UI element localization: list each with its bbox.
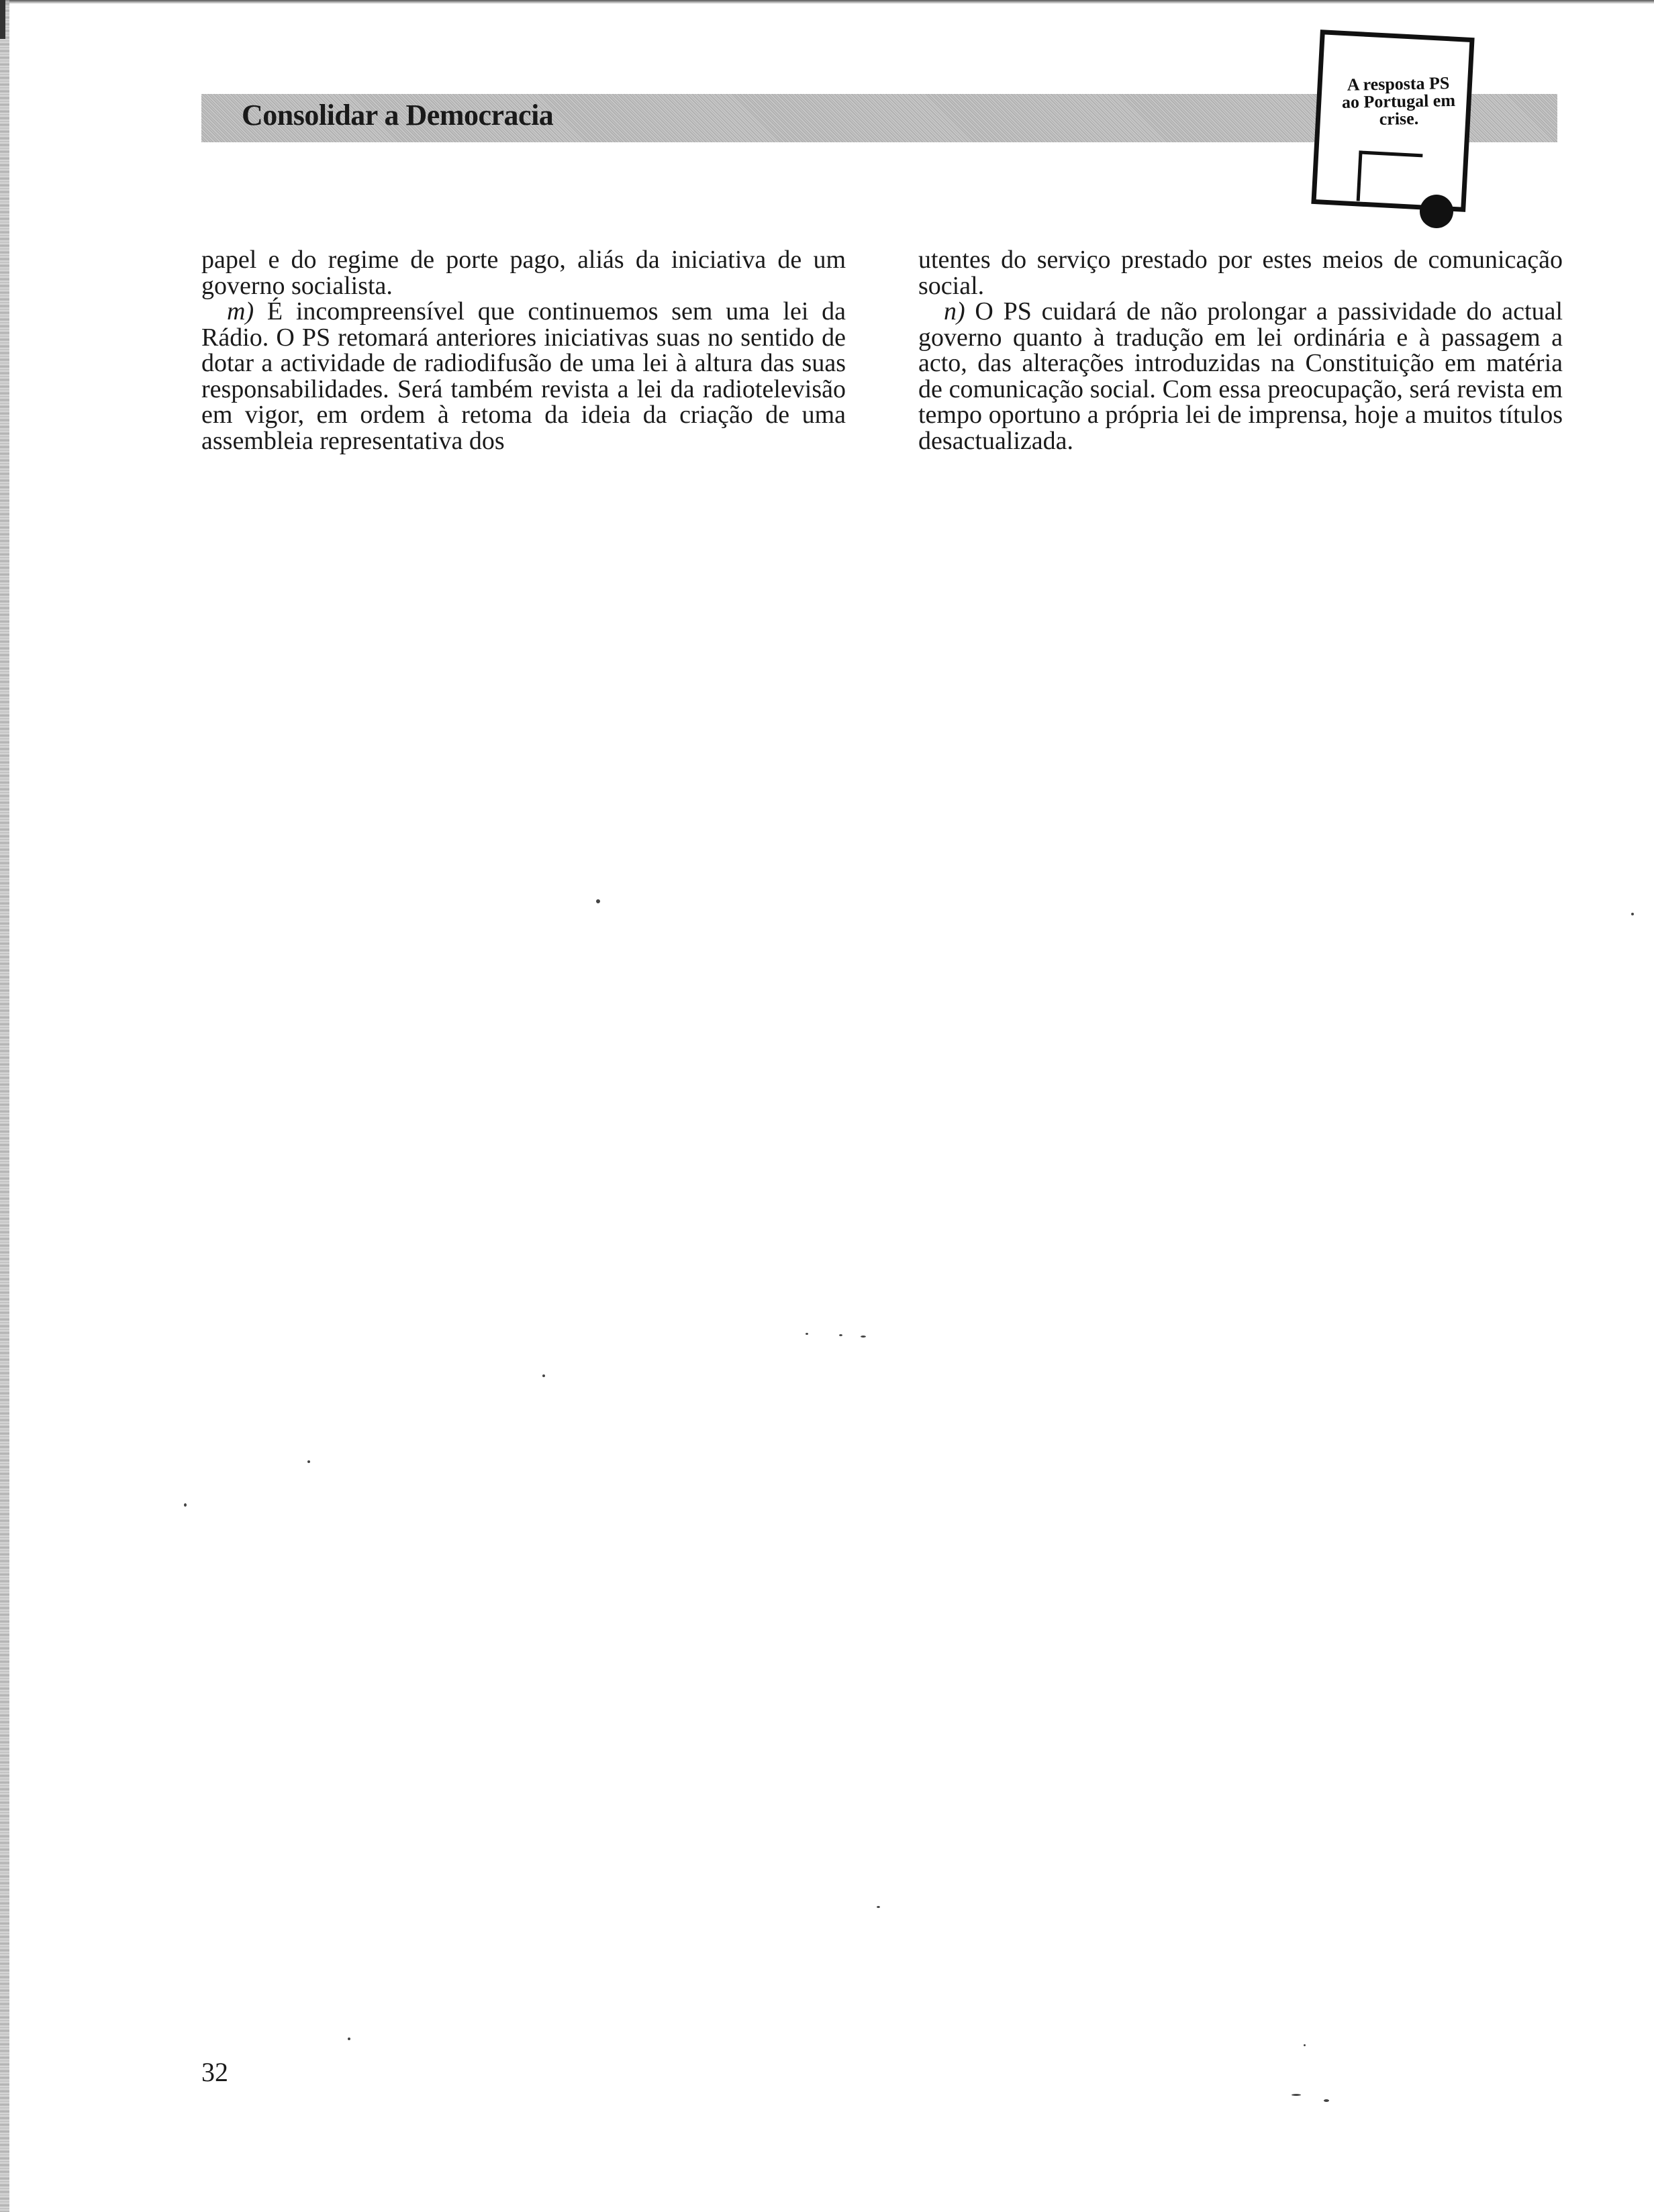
scan-speck — [184, 1503, 187, 1507]
paragraph-m: m) É incompreensível que continuemos sem uma lei da Rádio. O PS retomará anteriores iniciativas suas no sentido de dotar a actividade de radiodifusão de uma lei à altura das suas responsabilidades. Será também revista a lei da radiotelevisão em vigor, em ordem à retoma da ideia da criação de uma assembleia representativa dos — [201, 297, 846, 455]
scan-speck — [1631, 913, 1634, 915]
scan-speck — [542, 1374, 545, 1377]
text-column-right — [918, 247, 1563, 454]
scan-speck — [1304, 2044, 1306, 2046]
enumeration-label: n) — [944, 297, 965, 325]
scan-speck — [839, 1334, 842, 1336]
paragraph: papel e do regime de porte pago, aliás da iniciativa de um governo socialista. — [201, 246, 846, 300]
paragraph: utentes do serviço prestado por estes meios de comunicação social. — [918, 246, 1563, 300]
party-emblem-icon — [1420, 195, 1453, 228]
text-column-left — [201, 247, 846, 454]
booklet-logo-text: A resposta PS ao Portugal em crise. — [1341, 73, 1456, 129]
scan-corner-mark — [0, 0, 5, 39]
scan-speck — [1292, 2094, 1301, 2096]
enumeration-label: m) — [227, 297, 254, 325]
scan-speck — [877, 1906, 880, 1908]
scan-speck — [307, 1460, 310, 1463]
scan-speck — [861, 1336, 866, 1338]
scan-speck — [1324, 2099, 1329, 2102]
paragraph-n: n) O PS cuidará de não prolongar a passividade do actual governo quanto à tradução em lei ordinária e à passagem a acto, das alterações introduzidas na Constituição em matéria de comunicação social. Com essa preocupação, será revista em tempo oportuno a própria lei de imprensa, hoje a muitos títulos desactualizada. — [918, 297, 1563, 455]
scan-speck — [596, 899, 600, 903]
scan-speck — [806, 1333, 808, 1335]
scan-speck — [348, 2038, 350, 2040]
booklet-fold-mark — [1357, 150, 1423, 204]
section-title: Consolidar a Democracia — [242, 99, 554, 132]
manifesto-booklet-logo — [1311, 30, 1474, 212]
page-number: 32 — [201, 2057, 228, 2087]
scan-top-edge — [0, 0, 1654, 4]
scan-left-edge — [0, 0, 9, 2212]
